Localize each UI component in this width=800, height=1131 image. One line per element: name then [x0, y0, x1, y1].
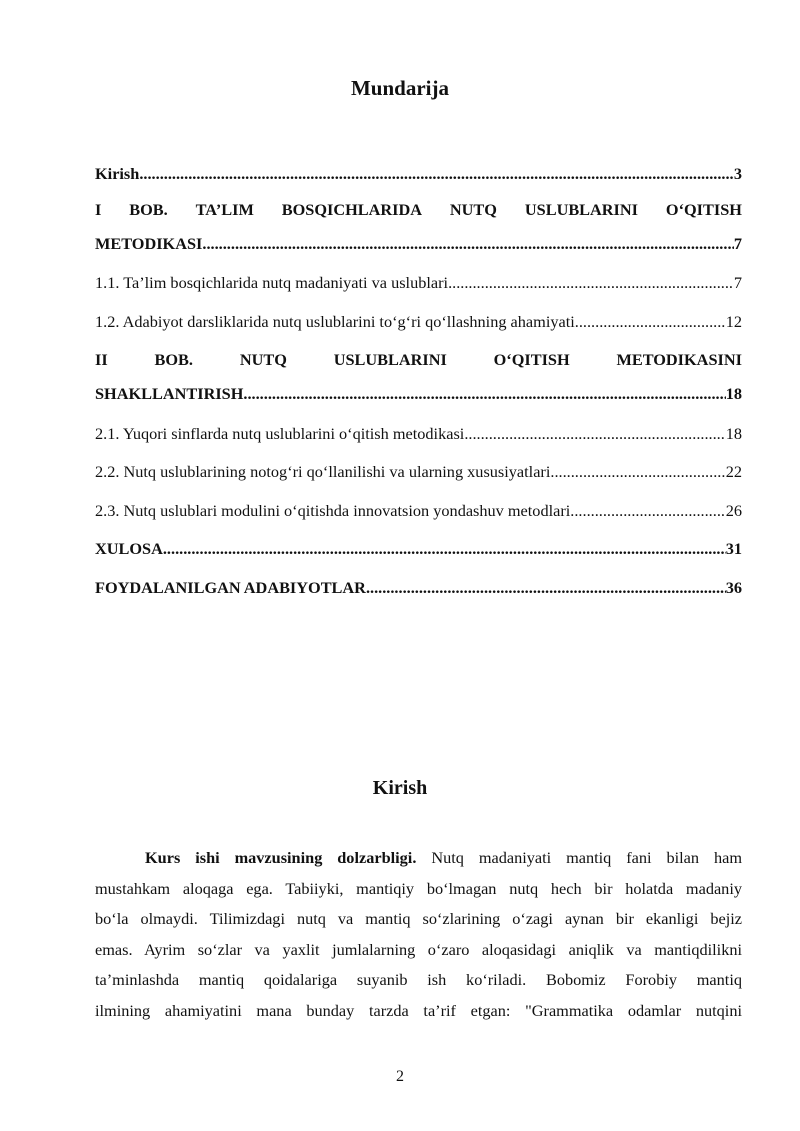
toc-entry-text: METODIKASI: [95, 234, 203, 253]
toc-leader-dots: [163, 539, 726, 559]
toc-word: BOB.: [129, 200, 168, 219]
toc-entry-page: 26: [725, 501, 742, 520]
toc-entry-text: 1.2. Adabiyot darsliklarida nutq uslublarini to‘g‘ri qo‘llashning ahamiyati: [95, 312, 575, 331]
intro-paragraph: [95, 843, 742, 1027]
toc-leader-dots: [139, 164, 734, 184]
toc-word: METODIKASINI: [616, 350, 742, 369]
toc-entry-1-1[interactable]: [95, 273, 742, 293]
toc-entry-page: 3: [733, 164, 742, 183]
page-number: 2: [396, 1068, 404, 1085]
intro-lead: Kurs ishi mavzusining dolzarbligi.: [145, 848, 417, 867]
toc-word: USLUBLARINI: [333, 350, 447, 369]
toc-leader-dots: [464, 424, 725, 444]
toc-entry-text: 2.3. Nutq uslublari modulini o‘qitishda innovatsion yondashuv metodlari: [95, 501, 571, 520]
toc-entry-text: XULOSA: [95, 539, 163, 558]
paragraph-text: Nutq madaniyati mantiq fani bilan ham: [431, 848, 742, 867]
paragraph-line: ta’minlashda mantiq qoidalariga suyanib ish ko‘riladi. Bobomiz Forobiy mantiq: [95, 970, 742, 990]
paragraph-line: [95, 843, 742, 874]
toc-word: II: [95, 350, 108, 369]
toc-title: Mundarija: [350, 76, 449, 100]
toc-entry-page: 31: [725, 539, 742, 558]
toc-entry-page: 36: [725, 578, 742, 597]
toc-entry-chapter2-line1[interactable]: [95, 350, 742, 370]
toc-word: NUTQ: [239, 350, 287, 369]
toc-word: NUTQ: [449, 200, 497, 219]
toc-entry-page: 7: [733, 234, 742, 253]
toc-entry-xulosa[interactable]: [95, 539, 742, 559]
toc-word: BOB.: [154, 350, 193, 369]
toc-entry-kirish[interactable]: [95, 164, 742, 184]
toc-leader-dots: [575, 312, 726, 332]
toc-entry-text: 1.1. Ta’lim bosqichlarida nutq madaniyati va uslublari: [95, 273, 449, 292]
toc-word: BOSQICHLARIDA: [281, 200, 422, 219]
toc-word: O‘QITISH: [493, 350, 570, 369]
toc-leader-dots: [448, 273, 734, 293]
toc-entry-page: 7: [733, 273, 742, 292]
toc-entry-chapter2-line2[interactable]: [95, 384, 742, 404]
toc-leader-dots: [550, 462, 725, 482]
toc-entry-references[interactable]: [95, 578, 742, 598]
toc-entry-2-1[interactable]: [95, 424, 742, 444]
paragraph-line: emas. Ayrim so‘zlar va yaxlit jumlalarning o‘zaro aloqasidagi aniqlik va mantiqdilikni: [95, 939, 742, 959]
toc-entry-2-2[interactable]: [95, 462, 742, 482]
toc-leader-dots: [202, 234, 733, 254]
toc-word: USLUBLARINI: [524, 200, 638, 219]
toc-entry-page: 18: [725, 424, 742, 443]
toc-entry-page: 22: [725, 462, 742, 481]
paragraph-line: bo‘la olmaydi. Tilimizdagi nutq va mantiq so‘zlarining o‘zagi aynan bir ekanligi bejiz: [95, 909, 742, 929]
toc-leader-dots: [243, 384, 725, 404]
toc-word: TA’LIM: [195, 200, 254, 219]
intro-title: Kirish: [372, 777, 428, 799]
toc-entry-page: 12: [725, 312, 742, 331]
toc-leader-dots: [366, 578, 726, 598]
toc-word: I: [95, 200, 102, 219]
toc-entry-text: 2.2. Nutq uslublarining notog‘ri qo‘llanilishi va ularning xususiyatlari: [95, 462, 551, 481]
toc-entry-text: 2.1. Yuqori sinflarda nutq uslublarini o‘qitish metodikasi: [95, 424, 465, 443]
toc-entry-2-3[interactable]: [95, 501, 742, 521]
toc-entry-text: Kirish: [95, 164, 140, 183]
paragraph-line: mustahkam aloqaga ega. Tabiiyki, mantiqiy bo‘lmagan nutq hech bir holatda madaniy: [95, 878, 742, 898]
toc-entry-chapter1-line2[interactable]: [95, 234, 742, 254]
paragraph-line: ilmining ahamiyatini mana bunday tarzda ta’rif etgan: "Grammatika odamlar nutqini: [95, 1000, 742, 1020]
toc-entry-text: SHAKLLANTIRISH: [95, 384, 244, 403]
toc-entry-page: 18: [725, 384, 742, 403]
toc-word: O‘QITISH: [665, 200, 742, 219]
toc-entry-1-2[interactable]: [95, 312, 742, 332]
toc-entry-chapter1-line1[interactable]: [95, 200, 742, 220]
toc-leader-dots: [570, 501, 725, 521]
toc-entry-text: FOYDALANILGAN ADABIYOTLAR: [95, 578, 366, 597]
